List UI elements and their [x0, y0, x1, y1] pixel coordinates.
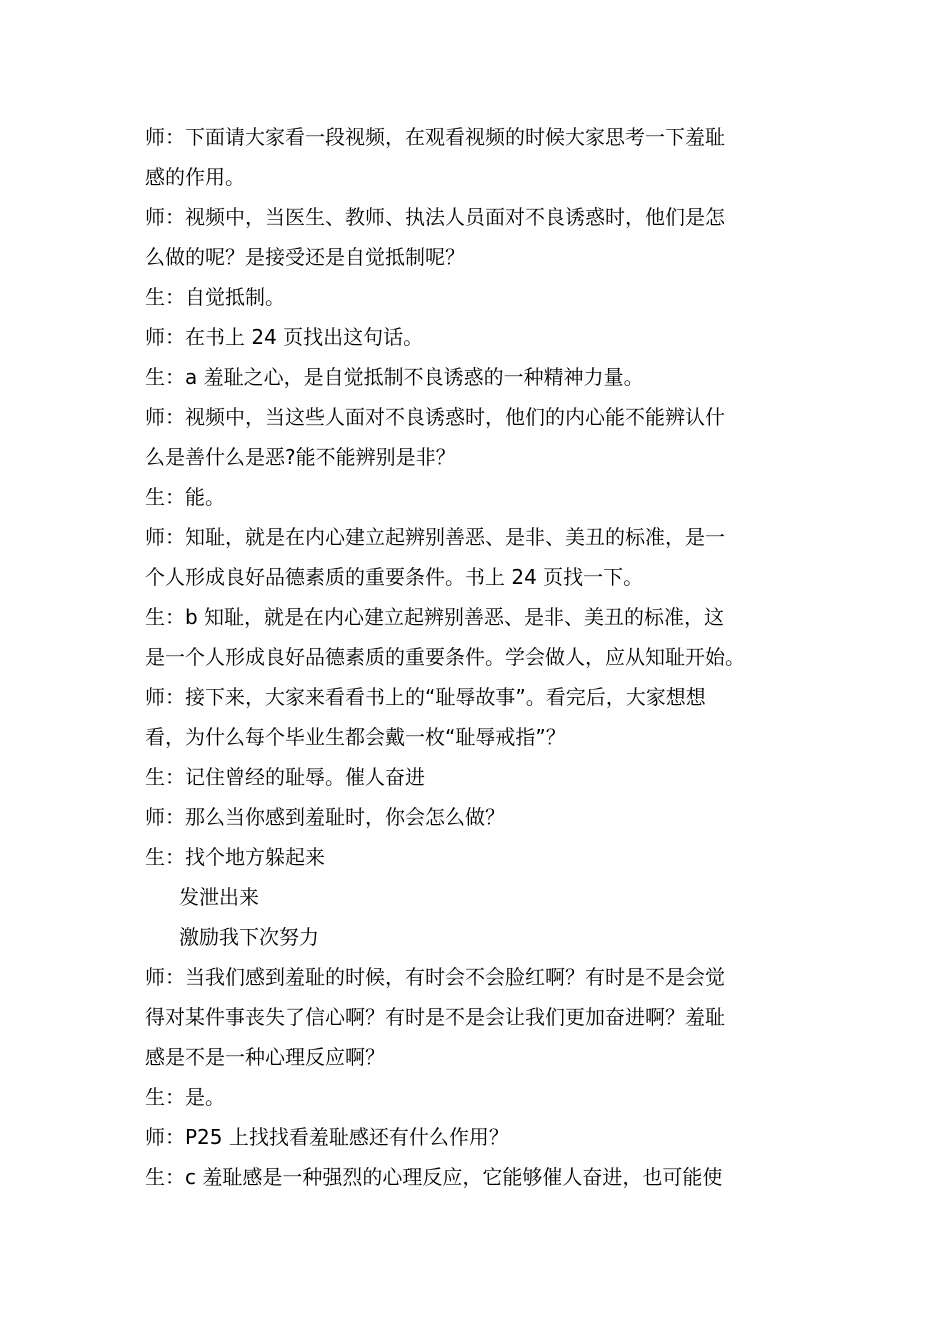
- text-line: 生：是。: [145, 1085, 225, 1109]
- text-line: 生：自觉抵制。: [145, 285, 285, 309]
- text-line: 么做的呢？是接受还是自觉抵制呢？: [145, 245, 465, 269]
- text-line: 生：b 知耻，就是在内心建立起辨别善恶、是非、美丑的标准，这: [145, 605, 725, 629]
- text-line-indented: 激励我下次努力: [179, 925, 319, 949]
- text-line: 师：接下来，大家来看看书上的“耻辱故事”。看完后，大家想想: [145, 685, 706, 709]
- text-line: 感是不是一种心理反应啊？: [145, 1045, 385, 1069]
- text-line: 师：那么当你感到羞耻时，你会怎么做？: [145, 805, 505, 829]
- text-line: 师：知耻，就是在内心建立起辨别善恶、是非、美丑的标准，是一: [145, 525, 725, 549]
- text-line: 师：当我们感到羞耻的时候，有时会不会脸红啊？有时是不是会觉: [145, 965, 725, 989]
- text-line: 生：a 羞耻之心，是自觉抵制不良诱惑的一种精神力量。: [145, 365, 644, 389]
- text-line: 生：找个地方躲起来: [145, 845, 325, 869]
- dialogue-text: [145, 117, 810, 1197]
- text-line: 是一个人形成良好品德素质的重要条件。学会做人，应从知耻开始。: [145, 645, 745, 669]
- text-line: 么是善什么是恶?能不能辨别是非？: [145, 445, 456, 469]
- text-line: 生：c 羞耻感是一种强烈的心理反应，它能够催人奋进，也可能使: [145, 1165, 723, 1189]
- text-line: 师：P25 上找找看羞耻感还有什么作用？: [145, 1125, 509, 1149]
- text-line: 师：视频中，当医生、教师、执法人员面对不良诱惑时，他们是怎: [145, 205, 725, 229]
- text-line-indented: 发泄出来: [179, 885, 259, 909]
- text-line: 师：在书上 24 页找出这句话。: [145, 325, 424, 349]
- text-line: 生：能。: [145, 485, 225, 509]
- text-line: 师：视频中，当这些人面对不良诱惑时，他们的内心能不能辨认什: [145, 405, 725, 429]
- text-line: 得对某件事丧失了信心啊？有时是不是会让我们更加奋进啊？羞耻: [145, 1005, 725, 1029]
- text-line: 看，为什么每个毕业生都会戴一枚“耻辱戒指”？: [145, 725, 566, 749]
- text-line: 生：记住曾经的耻辱。催人奋进: [145, 765, 425, 789]
- text-line: 感的作用。: [145, 165, 245, 189]
- text-line: 师：下面请大家看一段视频，在观看视频的时候大家思考一下羞耻: [145, 125, 725, 149]
- text-line: 个人形成良好品德素质的重要条件。书上 24 页找一下。: [145, 565, 644, 589]
